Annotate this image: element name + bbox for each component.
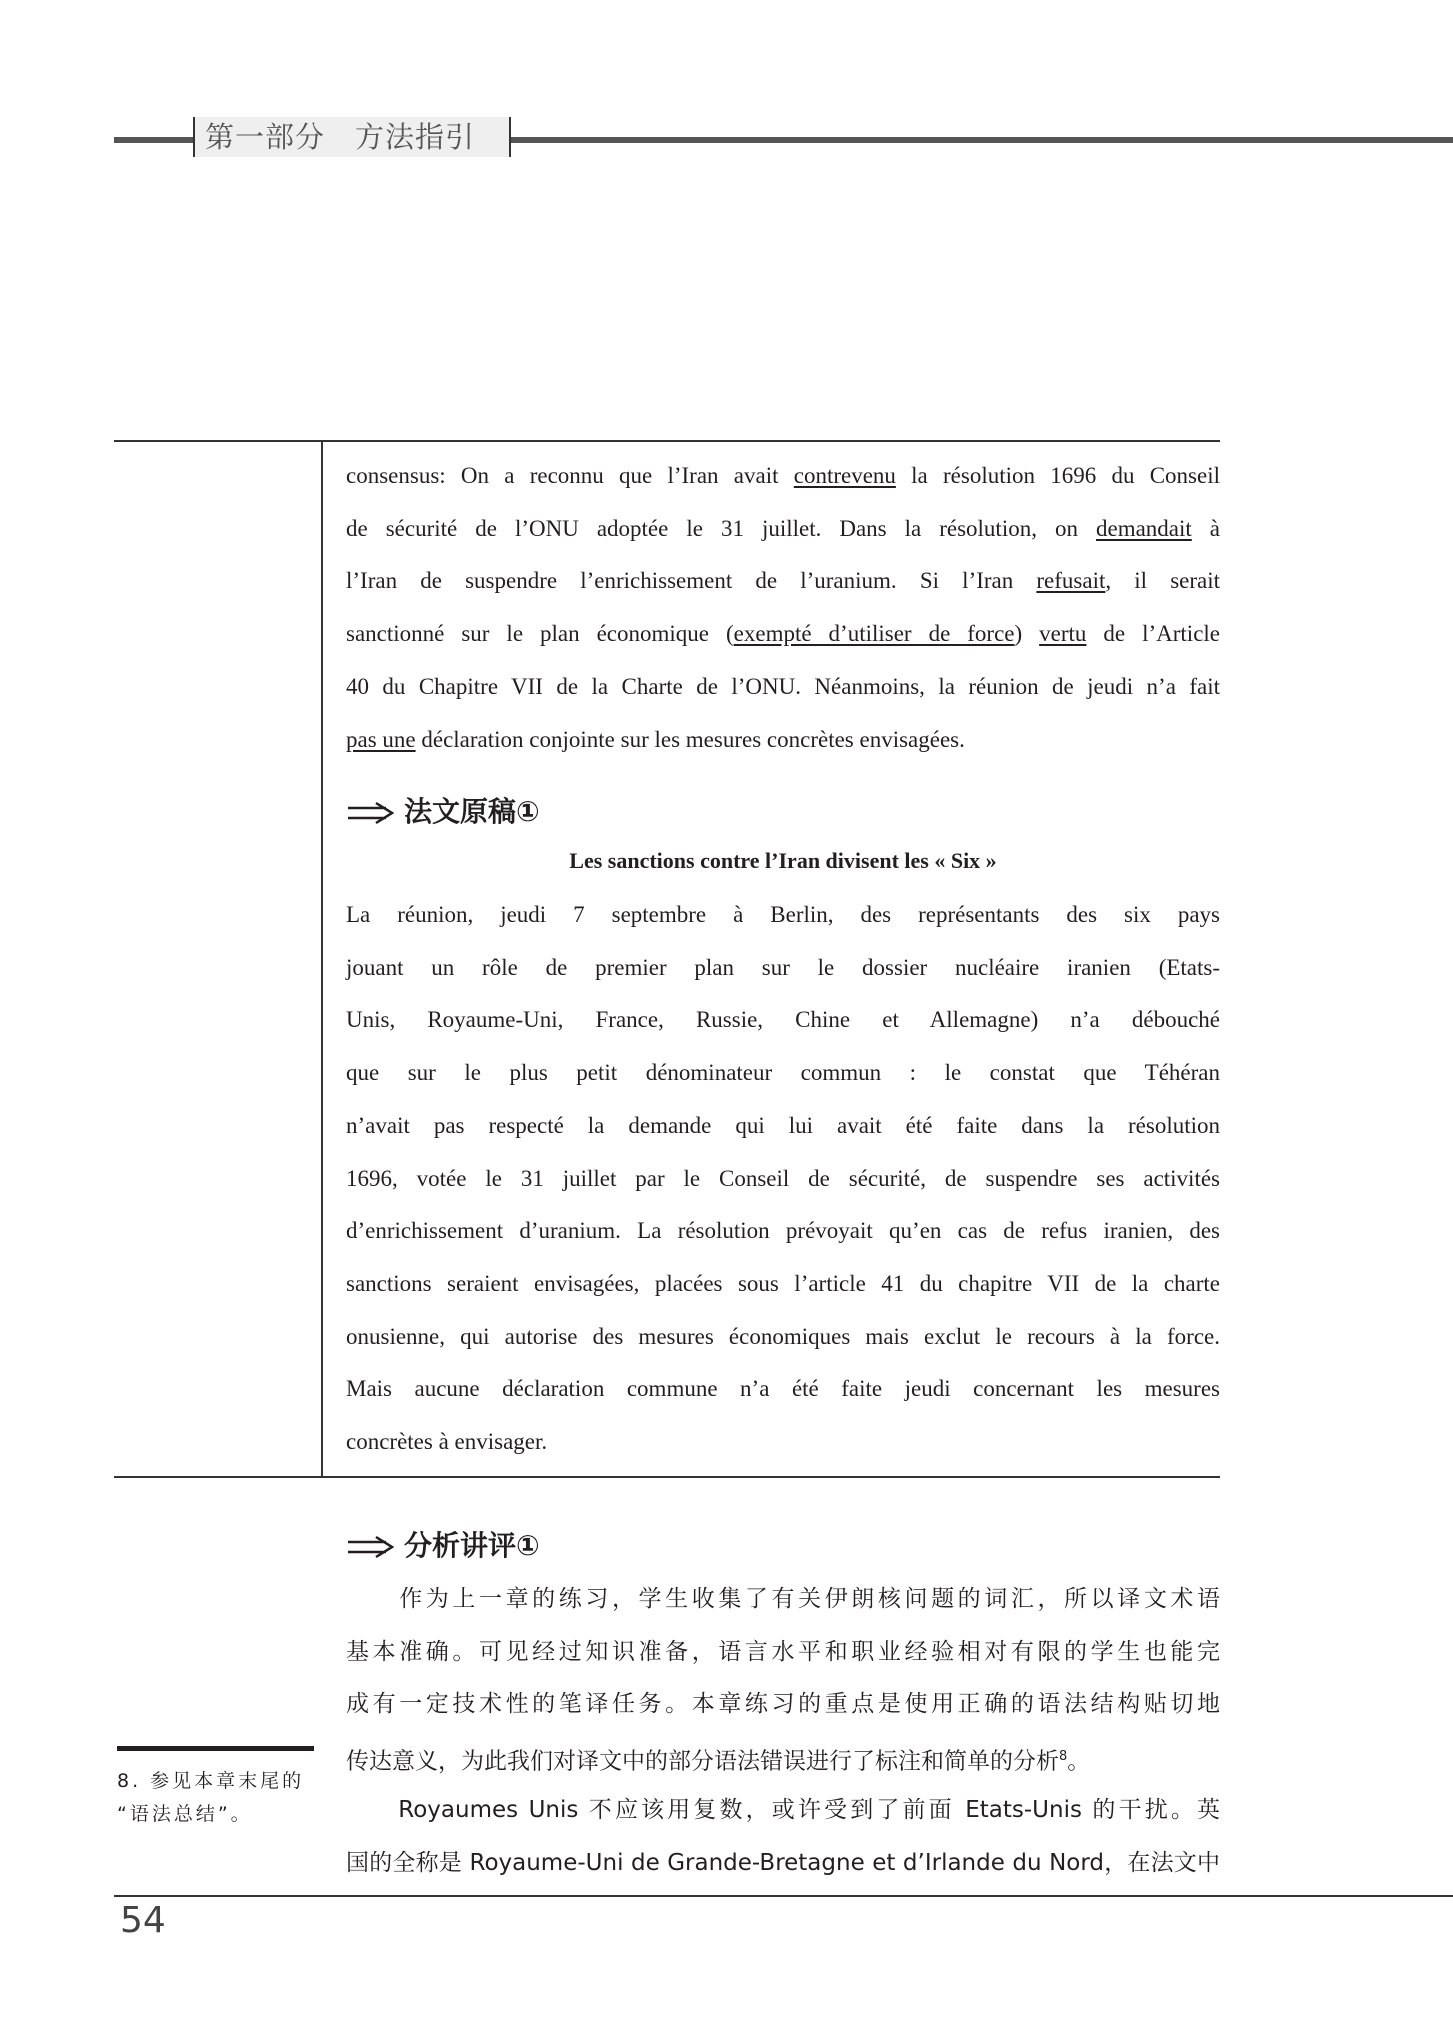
text-line xyxy=(346,725,1220,755)
underlined-error: pas une xyxy=(346,726,416,752)
text-segment: 40 du Chapitre VII de la Charte de l’ONU. Néanmoins, la réunion de jeudi n’a fait xyxy=(346,673,1220,699)
text-segment: à xyxy=(1191,515,1220,541)
underlined-error: demandait xyxy=(1095,515,1192,541)
box-bottom-rule xyxy=(114,1476,1220,1478)
text-segment: jouant un rôle de premier plan sur le dossier nucléaire iranien (Etats- xyxy=(346,954,1220,980)
text-line xyxy=(346,1005,1220,1035)
text-segment: 作为上一章的练习，学生收集了有关伊朗核问题的词汇，所以译文术语 xyxy=(346,1586,1220,1612)
text-segment: de l’Article xyxy=(1086,621,1221,647)
text-segment: d’enrichissement d’uranium. La résolution prévoyait qu’en cas de refus iranien, des xyxy=(346,1218,1220,1244)
text-line xyxy=(346,1216,1220,1246)
text-line xyxy=(346,461,1220,491)
text-segment: Royaumes Unis 不应该用复数，或许受到了前面 Etats-Unis 的干扰。英 xyxy=(346,1796,1220,1823)
box-vertical-rule xyxy=(321,440,323,1476)
footer-rule xyxy=(114,1895,1453,1897)
text-line xyxy=(346,1374,1220,1404)
footnote-line: 8. 参见本章末尾的 xyxy=(117,1770,305,1792)
text-line xyxy=(346,1164,1220,1194)
text-segment: 。 xyxy=(1067,1748,1091,1775)
text-line xyxy=(346,953,1220,983)
text-line xyxy=(346,1111,1220,1141)
text-segment: sanctionné sur le plan économique ( xyxy=(346,621,734,647)
text-segment: 国的全称是 Royaume-Uni de Grande-Bretagne et d’Irlande du Nord，在法文中 xyxy=(346,1849,1220,1876)
text-segment: 8 xyxy=(1059,1749,1068,1765)
text-segment: déclaration conjointe sur les mesures concrètes envisagées. xyxy=(415,726,965,752)
text-segment: ) xyxy=(1014,621,1040,647)
text-segment: la résolution 1696 du Conseil xyxy=(895,463,1220,488)
text-segment: Unis, Royaume-Uni, France, Russie, Chine et Allemagne) n’a débouché xyxy=(346,1007,1220,1033)
text-segment: La réunion, jeudi 7 septembre à Berlin, des représentants des six pays xyxy=(346,902,1220,927)
text-line xyxy=(346,672,1220,702)
heading-text: 法文原稿① xyxy=(404,795,540,828)
underlined-error: vertu xyxy=(1039,621,1087,647)
text-line xyxy=(346,1269,1220,1299)
footnote-line: “语法总结”。 xyxy=(117,1803,253,1825)
text-line xyxy=(346,1427,1220,1457)
text-line xyxy=(346,1848,1220,1878)
footnote-rule xyxy=(117,1746,314,1751)
text-line xyxy=(346,514,1220,544)
double-arrow-icon xyxy=(346,801,394,825)
text-segment: Mais aucune déclaration commune n’a été faite jeudi concernant les mesures xyxy=(346,1376,1220,1402)
text-segment: l’Iran de suspendre l’enrichissement de l’uranium. Si l’Iran xyxy=(346,568,1037,594)
text-line xyxy=(346,1742,1220,1775)
text-line xyxy=(346,1795,1220,1825)
text-line xyxy=(346,1584,1220,1614)
double-arrow-icon xyxy=(346,1535,394,1559)
heading-text: 分析讲评① xyxy=(404,1529,540,1562)
text-segment: concrètes à envisager. xyxy=(346,1429,548,1454)
header-rule-right xyxy=(511,137,1453,143)
text-segment: de sécurité de l’ONU adoptée le 31 juillet. Dans la résolution, on xyxy=(346,515,1096,541)
text-segment: 成有一定技术性的笔译任务。本章练习的重点是使用正确的语法结构贴切地 xyxy=(346,1691,1220,1718)
text-segment: 传达意义，为此我们对译文中的部分语法错误进行了标注和简单的分析 xyxy=(346,1748,1059,1775)
text-line xyxy=(346,1689,1220,1719)
text-line xyxy=(346,1637,1220,1667)
text-line xyxy=(346,566,1220,596)
text-segment: , il serait xyxy=(1105,568,1220,594)
text-line xyxy=(346,1058,1220,1088)
header-rule-left xyxy=(114,137,194,143)
text-line xyxy=(346,900,1220,930)
text-line xyxy=(346,619,1220,649)
section-heading-analysis xyxy=(346,1528,540,1564)
running-header: 第一部分 方法指引 xyxy=(193,117,511,157)
underlined-error: exempté d’utiliser de force xyxy=(733,621,1015,647)
text-segment: 1696, votée le 31 juillet par le Conseil de sécurité, de suspendre ses activités xyxy=(346,1165,1220,1191)
text-segment: n’avait pas respecté la demande qui lui avait été faite dans la résolution xyxy=(346,1112,1220,1138)
text-segment: onusienne, qui autorise des mesures économiques mais exclut le recours à la force. xyxy=(346,1323,1220,1349)
text-line xyxy=(346,1322,1220,1352)
text-segment: consensus: On a reconnu que l’Iran avait xyxy=(346,463,794,488)
box-top-rule xyxy=(114,440,1220,442)
article-title: Les sanctions contre l’Iran divisent les « Six » xyxy=(569,848,997,873)
underlined-error: contrevenu xyxy=(793,463,896,488)
text-segment: 基本准确。可见经过知识准备，语言水平和职业经验相对有限的学生也能完 xyxy=(346,1638,1220,1665)
section-heading-original xyxy=(346,794,540,830)
page-number: 54 xyxy=(120,1900,166,1941)
underlined-error: refusait xyxy=(1036,568,1106,594)
text-segment: que sur le plus petit dénominateur commun : le constat que Téhéran xyxy=(346,1060,1220,1086)
text-segment: sanctions seraient envisagées, placées sous l’article 41 du chapitre VII de la charte xyxy=(346,1270,1220,1296)
